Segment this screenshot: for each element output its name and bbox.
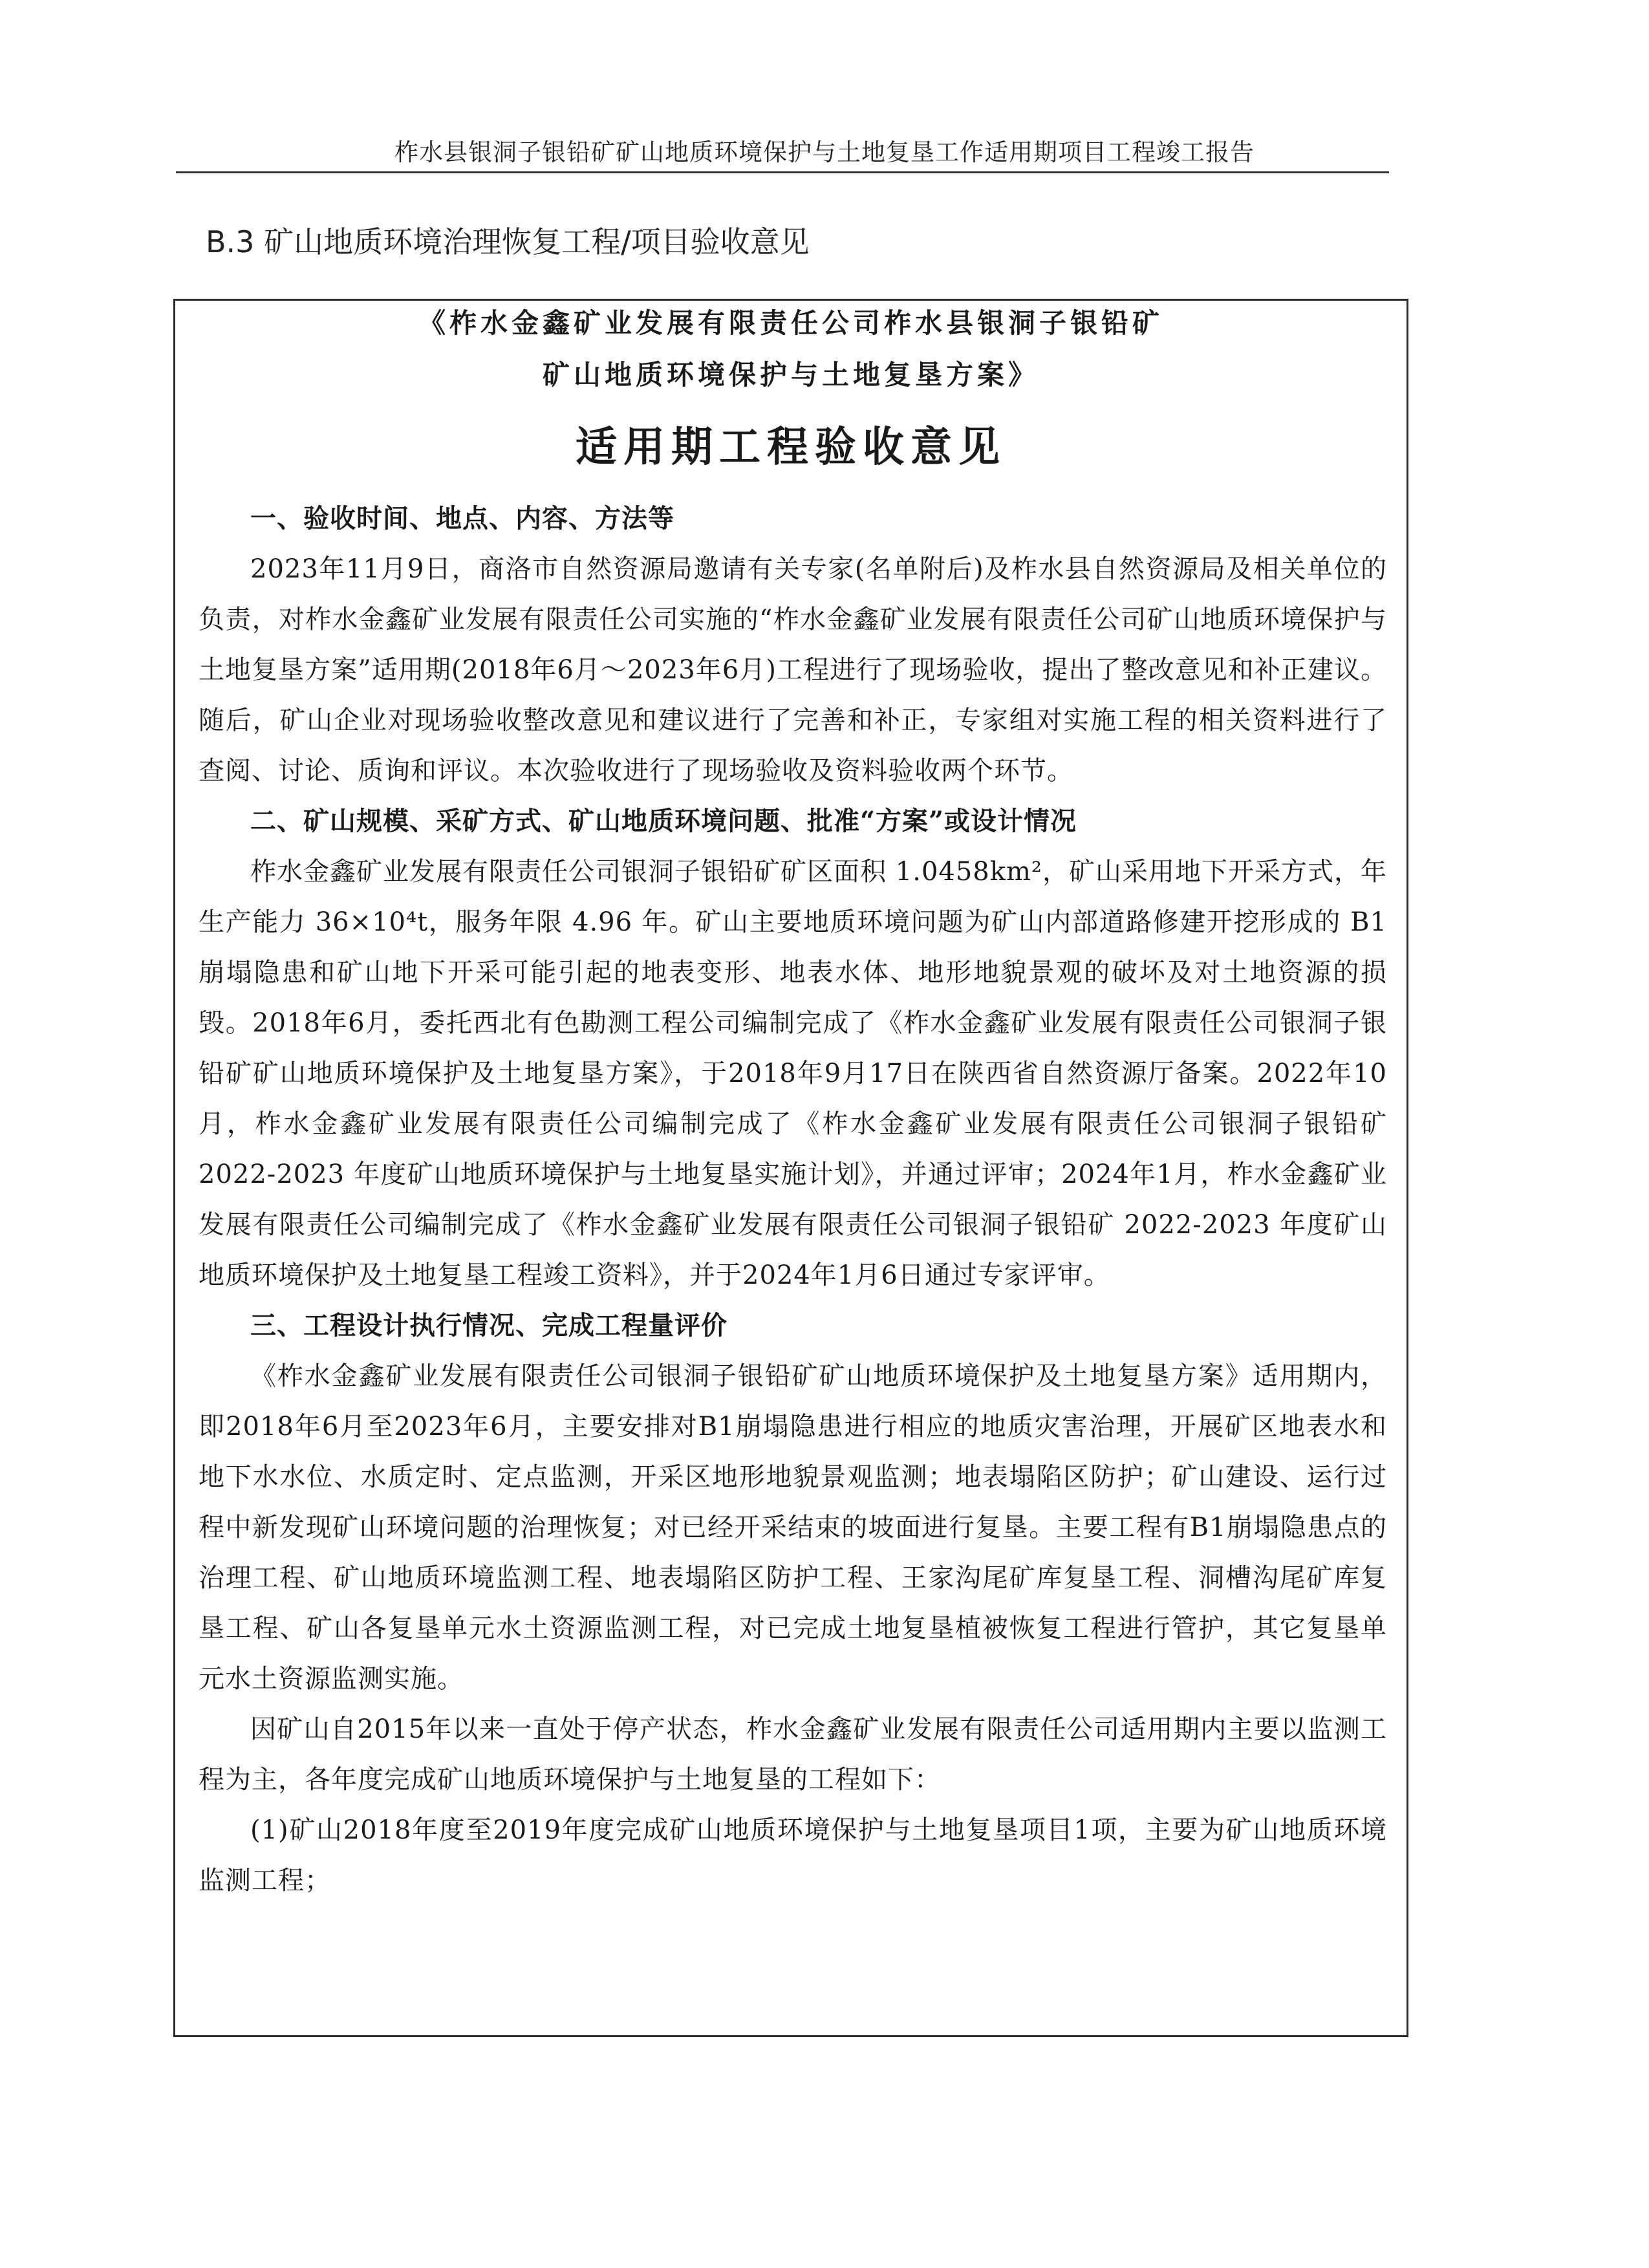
- document-heading: 适用期工程验收意见: [576, 423, 1006, 471]
- section-title: B.3 矿山地质环境治理恢复工程/项目验收意见: [206, 224, 810, 259]
- content-box: [173, 299, 1408, 2037]
- document-title-line-2: 矿山地质环境保护与土地复垦方案》: [542, 359, 1039, 391]
- paragraph-item-1: (1)矿山2018年度至2019年度完成矿山地质环境保护与土地复垦项目1项，主要为矿山地质环境监测工程；: [199, 1815, 1387, 1895]
- document-body: [199, 493, 1387, 1906]
- paragraph-design-execution: 《柞水金鑫矿业发展有限责任公司银洞子银铅矿矿山地质环境保护及土地复垦方案》适用期内，即2018年6月至2023年6月，主要安排对B1崩塌隐患进行相应的地质灾害治理，开展矿区地表水和地下水水位、水质定时、定点监测，开采区地形地貌景观监测；地表塌陷区防护；矿山建设、运行过程中新发现矿山环境问题的治理恢复；对已经开采结束的坡面进行复垦。主要工程有B1崩塌隐患点的治理工程、矿山地质环境监测工程、地表塌陷区防护工程、王家沟尾矿库复垦工程、洞槽沟尾矿库复垦工程、矿山各复垦单元水土资源监测工程，对已完成土地复垦植被恢复工程进行管护，其它复垦单元水土资源监测实施。: [199, 1361, 1387, 1694]
- heading-design-execution: 三、工程设计执行情况、完成工程量评价: [250, 1310, 727, 1341]
- heading-mine-scale: 二、矿山规模、采矿方式、矿山地质环境问题、批准“方案”或设计情况: [250, 806, 1077, 836]
- paragraph-annual-works: 因矿山自2015年以来一直处于停产状态，柞水金鑫矿业发展有限责任公司适用期内主要以监测工程为主，各年度完成矿山地质环境保护与土地复垦的工程如下：: [199, 1714, 1387, 1795]
- document-title-line-1: 《柞水金鑫矿业发展有限责任公司柞水县银洞子银铅矿: [418, 307, 1163, 339]
- running-header: 柞水县银洞子银铅矿矿山地质环境保护与土地复垦工作适用期项目工程竣工报告: [394, 138, 1255, 166]
- paragraph-mine-scale: 柞水金鑫矿业发展有限责任公司银洞子银铅矿矿区面积 1.0458km²，矿山采用地下开采方式，年生产能力 36×10⁴t，服务年限 4.96 年。矿山主要地质环境问题为矿山内部道路修建开挖形成的 B1 崩塌隐患和矿山地下开采可能引起的地表变形、地表水体、地形地貌景观的破坏及对土地资源的损毁。2018年6月，委托西北有色勘测工程公司编制完成了《柞水金鑫矿业发展有限责任公司银洞子银铅矿矿山地质环境保护及土地复垦方案》，于2018年9月17日在陕西省自然资源厅备案。2022年10月，柞水金鑫矿业发展有限责任公司编制完成了《柞水金鑫矿业发展有限责任公司银洞子银铅矿2022-2023 年度矿山地质环境保护与土地复垦实施计划》，并通过评审；2024年1月，柞水金鑫矿业发展有限责任公司编制完成了《柞水金鑫矿业发展有限责任公司银洞子银铅矿 2022-2023 年度矿山地质环境保护及土地复垦工程竣工资料》，并于2024年1月6日通过专家评审。: [199, 857, 1387, 1290]
- header-rule: [176, 171, 1389, 173]
- heading-acceptance-info: 一、验收时间、地点、内容、方法等: [250, 503, 674, 534]
- paragraph-acceptance-info: 2023年11月9日，商洛市自然资源局邀请有关专家(名单附后)及柞水县自然资源局及相关单位的负责，对柞水金鑫矿业发展有限责任公司实施的“柞水金鑫矿业发展有限责任公司矿山地质环境保护与土地复垦方案”适用期(2018年6月～2023年6月)工程进行了现场验收，提出了整改意见和补正建议。随后，矿山企业对现场验收整改意见和建议进行了完善和补正，专家组对实施工程的相关资料进行了查阅、讨论、质询和评议。本次验收进行了现场验收及资料验收两个环节。: [199, 554, 1387, 786]
